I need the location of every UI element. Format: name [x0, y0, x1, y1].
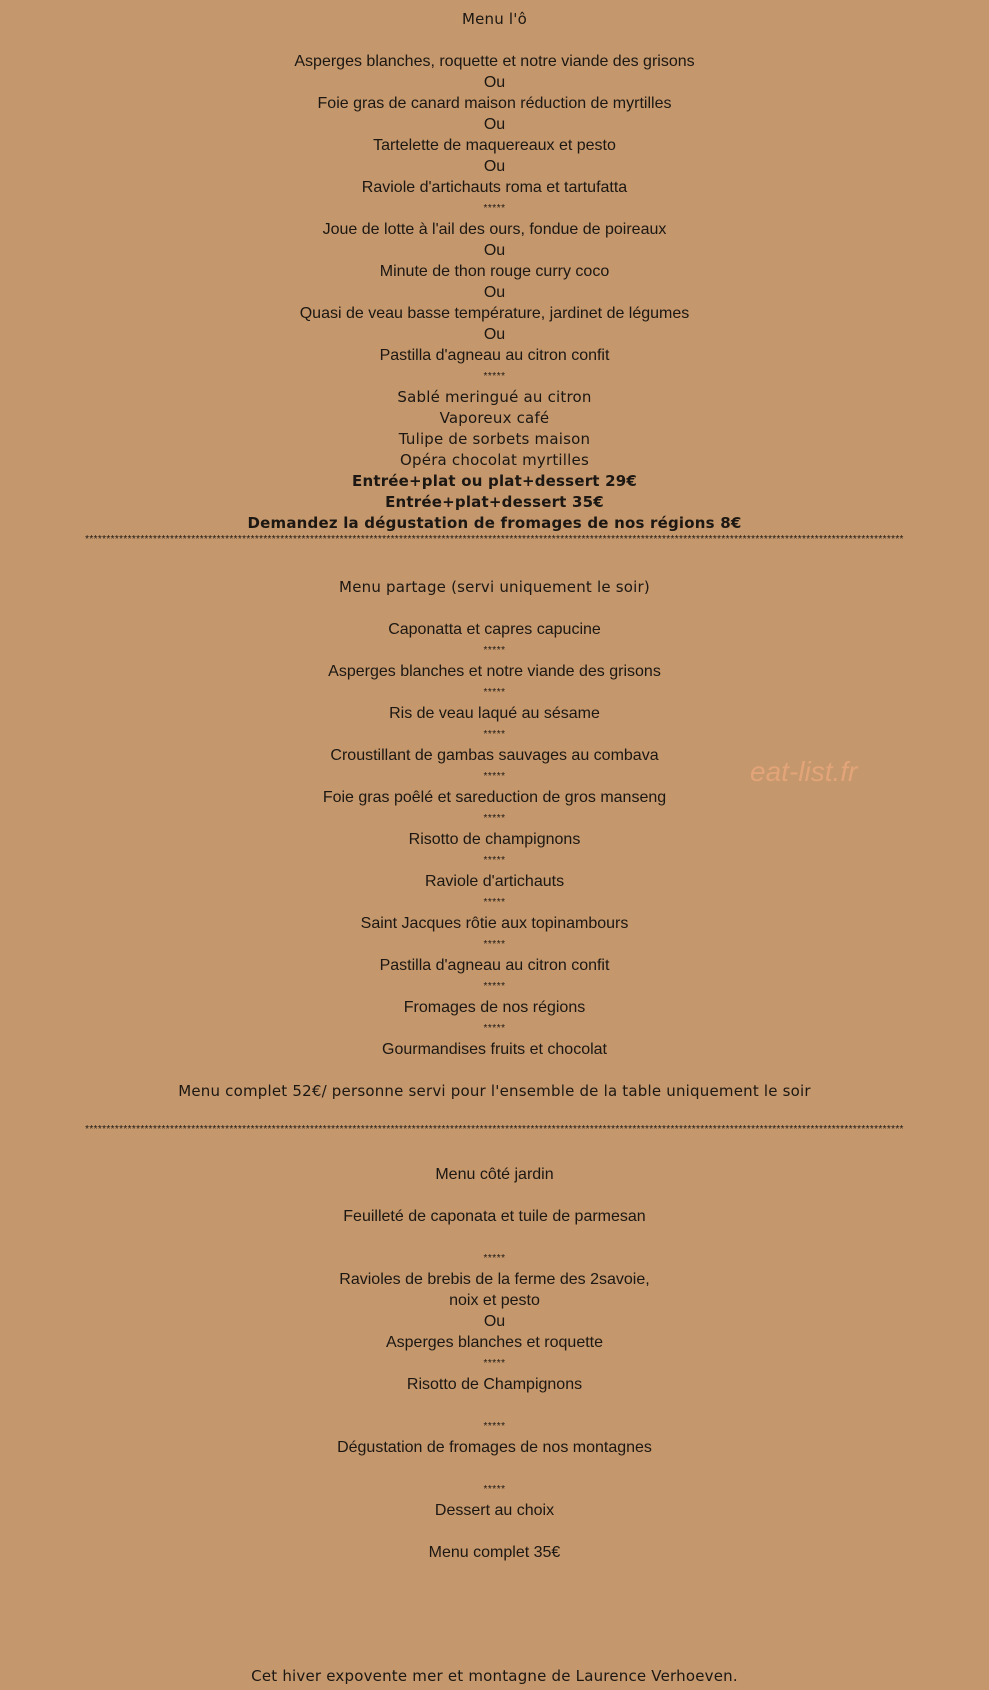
footer: [0, 1666, 989, 1687]
menu-item: Ou: [483, 242, 506, 259]
menu-item: Quasi de veau basse température, jardinet de légumes: [299, 305, 690, 322]
menu-item: Pastilla d'agneau au citron confit: [379, 957, 610, 974]
menu-item: Dessert au choix: [434, 1502, 555, 1519]
menu-lo-desserts: [0, 387, 989, 471]
separator: *****: [483, 771, 506, 782]
star-divider: *************************************************************************************************************************************************************************************************: [85, 1124, 904, 1135]
separator: *****: [483, 729, 506, 740]
menu-lo-starters: [0, 51, 989, 198]
separator: *****: [483, 203, 506, 214]
menu-item: Pastilla d'agneau au citron confit: [379, 347, 610, 364]
menu-item: Raviole d'artichauts: [424, 873, 565, 890]
menu-item: noix et pesto: [449, 1292, 540, 1309]
menu-or: Ou: [483, 1313, 506, 1330]
dessert-item: Sablé meringué au citron: [397, 388, 592, 406]
price-line: Entrée+plat ou plat+dessert 29€: [352, 472, 637, 490]
menu-item: Asperges blanches, roquette et notre viande des grisons: [294, 53, 695, 70]
menu-item: Gourmandises fruits et chocolat: [382, 1041, 607, 1058]
menu-item: Croustillant de gambas sauvages au combava: [330, 747, 659, 764]
separator: *****: [483, 897, 506, 908]
menu-item: Foie gras poêlé et sareduction de gros manseng: [322, 789, 667, 806]
separator: *****: [483, 645, 506, 656]
menu-lo-prices: [0, 471, 989, 534]
menu-jardin-price: Menu complet 35€: [428, 1544, 561, 1561]
menu-partage-price: Menu complet 52€/ personne servi pour l'ensemble de la table uniquement le soir: [178, 1082, 811, 1100]
menu-item: Feuilleté de caponata et tuile de parmesan: [343, 1208, 646, 1225]
menu-item: Risotto de Champignons: [406, 1376, 583, 1393]
menu-item: Minute de thon rouge curry coco: [379, 263, 610, 280]
menu-item: Dégustation de fromages de nos montagnes: [337, 1439, 652, 1456]
separator: *****: [483, 1023, 506, 1034]
separator: *****: [483, 813, 506, 824]
menu-item: Ou: [483, 116, 506, 133]
separator: *****: [483, 855, 506, 866]
menu-partage-title: Menu partage (servi uniquement le soir): [339, 578, 650, 596]
footer-text: Cet hiver expovente mer et montagne de Laurence Verhoeven.: [251, 1667, 738, 1685]
menu-partage-courses: [0, 619, 989, 1060]
price-line: Entrée+plat+dessert 35€: [385, 493, 604, 511]
separator: *****: [483, 371, 506, 382]
menu-item: Asperges blanches et notre viande des grisons: [328, 663, 661, 680]
watermark: eat-list.fr: [750, 756, 858, 787]
menu-item: Ris de veau laqué au sésame: [389, 705, 600, 722]
menu-item: Risotto de champignons: [408, 831, 581, 848]
dessert-item: Opéra chocolat myrtilles: [400, 451, 589, 469]
star-divider: *************************************************************************************************************************************************************************************************: [85, 534, 904, 545]
menu-item: Asperges blanches et roquette: [385, 1334, 604, 1351]
menu-item: Tartelette de maquereaux et pesto: [373, 137, 616, 154]
menu-item: Joue de lotte à l'ail des ours, fondue de poireaux: [322, 221, 667, 238]
price-line: Demandez la dégustation de fromages de nos régions 8€: [247, 514, 742, 532]
menu-item: Saint Jacques rôtie aux topinambours: [360, 915, 629, 932]
separator: *****: [483, 1484, 506, 1495]
menu-item: Ou: [483, 326, 506, 343]
menu-item: Raviole d'artichauts roma et tartufatta: [361, 179, 628, 196]
menu-item: Ou: [483, 284, 506, 301]
menu-item: Ravioles de brebis de la ferme des 2savoie,: [339, 1271, 650, 1288]
separator: *****: [483, 981, 506, 992]
menu-partage-section: [0, 577, 989, 1102]
menu-item: Fromages de nos régions: [403, 999, 586, 1016]
dessert-item: Vaporeux café: [439, 409, 550, 427]
menu-lo-mains: [0, 219, 989, 366]
menu-item: Foie gras de canard maison réduction de myrtilles: [317, 95, 672, 112]
separator: *****: [483, 687, 506, 698]
dessert-item: Tulipe de sorbets maison: [398, 430, 591, 448]
menu-item: Ou: [483, 158, 506, 175]
menu-jardin-title: Menu côté jardin: [435, 1166, 554, 1183]
separator: *****: [483, 1358, 506, 1369]
separator: *****: [483, 1421, 506, 1432]
separator: *****: [483, 939, 506, 950]
menu-jardin-section: [0, 1164, 989, 1563]
menu-lo-section: [0, 9, 989, 534]
menu-item: Ou: [483, 74, 506, 91]
menu-item: Caponatta et capres capucine: [388, 621, 601, 638]
menu-lo-title: Menu l'ô: [461, 10, 528, 28]
separator: *****: [483, 1253, 506, 1264]
